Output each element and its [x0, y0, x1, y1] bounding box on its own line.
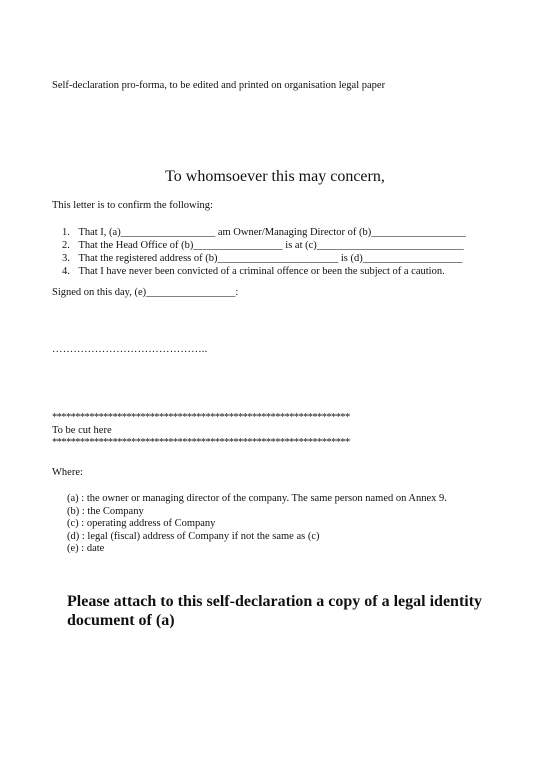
cut-separator-bottom: ****************************************************************: [52, 437, 350, 448]
list-item: 2. That the Head Office of (b)_________________ is at (c)____________________________: [62, 240, 464, 251]
attach-note: Please attach to this self-declaration a copy of a legal identity document of (a): [67, 593, 483, 629]
definition-item: (c) : operating address of Company: [67, 518, 216, 530]
declaration-list: [62, 226, 466, 278]
where-label: Where:: [52, 467, 83, 478]
intro-text: This letter is to confirm the following:: [52, 200, 213, 211]
cut-separator-top: ****************************************************************: [52, 412, 350, 423]
header-note: Self-declaration pro-forma, to be edited and printed on organisation legal paper: [52, 80, 386, 91]
signature-line: ……………………………………..: [52, 344, 208, 355]
list-item: 3. That the registered address of (b)_______________________ is (d)___________________: [62, 253, 463, 264]
list-item: 1. That I, (a)__________________ am Owner/Managing Director of (b)__________________: [62, 227, 466, 238]
definition-item: (a) : the owner or managing director of the company. The same person named on Annex 9.: [67, 493, 447, 504]
list-item: 4. That I have never been convicted of a criminal offence or been the subject of a caution.: [62, 266, 445, 277]
definition-item: (d) : legal (fiscal) address of Company if not the same as (c): [67, 530, 320, 542]
letter-title: To whomsoever this may concern,: [165, 168, 385, 185]
definition-item: (e) : date: [67, 543, 105, 555]
definitions-list: [67, 493, 447, 556]
definition-item: (b) : the Company: [67, 505, 144, 517]
signed-line: Signed on this day, (e)_________________:: [52, 287, 239, 298]
cut-here-label: To be cut here: [52, 425, 112, 436]
